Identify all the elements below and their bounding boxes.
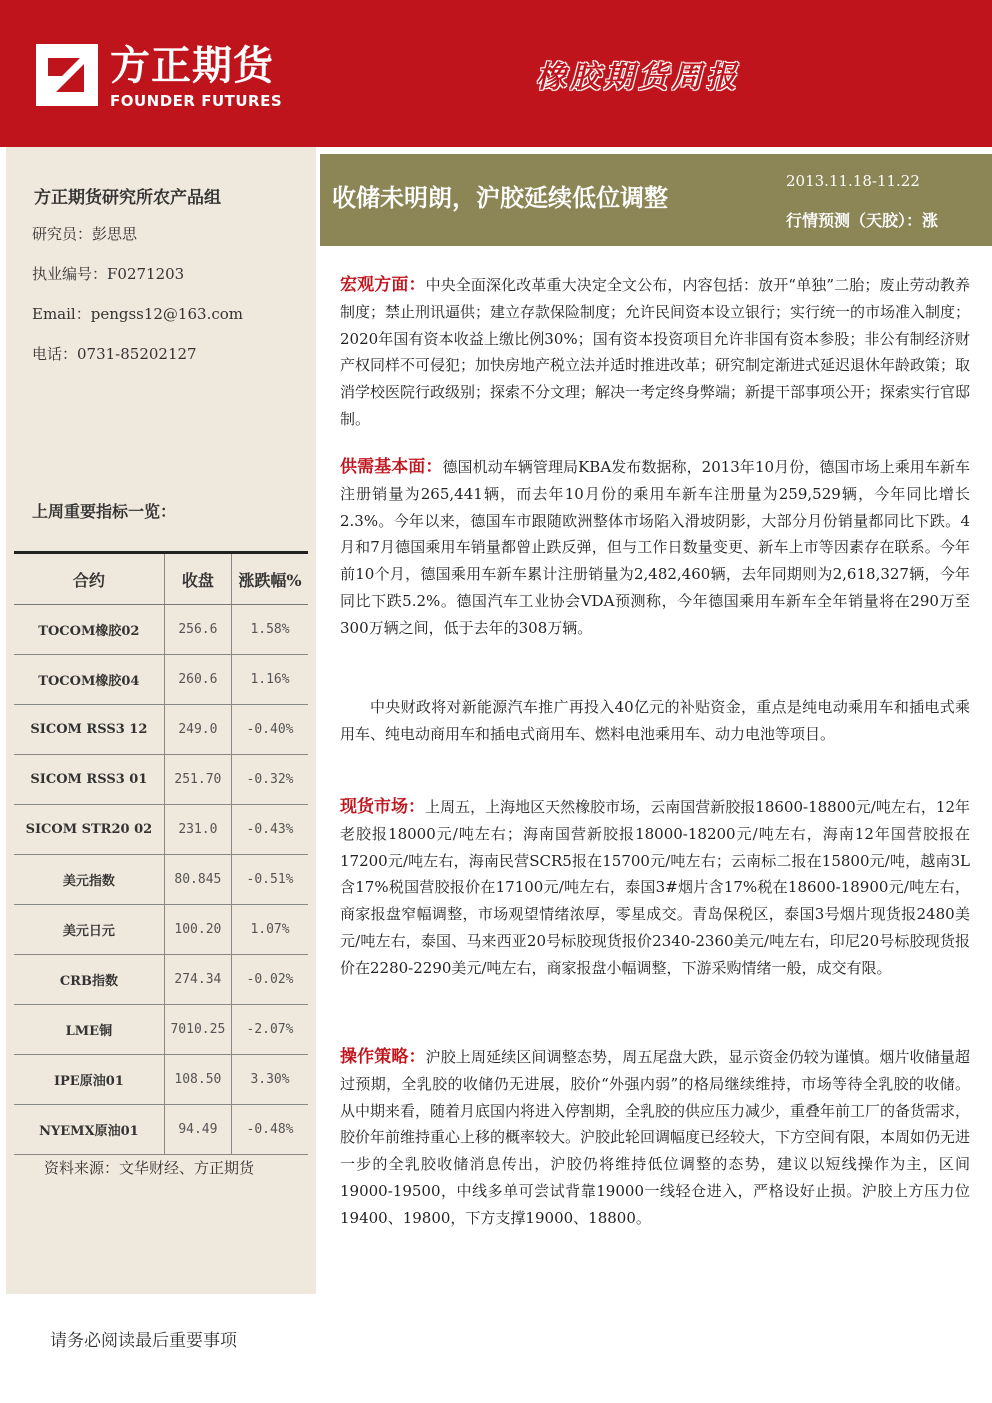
table-row <box>14 755 308 805</box>
change-cell: -0.32% <box>232 755 308 805</box>
email: Email：pengss12@163.com <box>32 305 243 323</box>
spot-text: 上周五，上海地区天然橡胶市场，云南国营新胶报18600-18800元/吨左右，12年老胶报18000元/吨左右；海南国营新胶报18000-18200元/吨左右，海南12年国营胶报在17200元/吨左右，海南民营SCR5报在15700元/吨左右；云南标二报在15800元/吨，越南3L含17%税国营胶报价在17100元/吨左右，泰国3#烟片含17%税在18600-18900元/吨左右，商家报盘窄幅调整，市场观望情绪浓厚，零星成交。青岛保税区，泰国3号烟片现货报2480美元/吨左右，泰国、马来西亚20号标胶现货报价2340-2360美元/吨左右，印尼20号标胶现货报价在2280-2290美元/吨左右，商家报盘小幅调整，下游采购情绪一般，成交有限。 <box>340 798 971 977</box>
change-cell: -0.02% <box>232 955 308 1005</box>
macro-label: 宏观方面： <box>340 275 426 295</box>
spot-section <box>340 794 970 982</box>
indicators-table <box>14 551 308 1155</box>
brand-name-cn: 方正期货 <box>110 43 274 89</box>
research-group: 方正期货研究所农产品组 <box>34 188 221 208</box>
indicators-title: 上周重要指标一览： <box>32 502 177 521</box>
table-row <box>14 1105 308 1155</box>
table-row <box>14 655 308 705</box>
contract-cell: IPE原油01 <box>14 1055 164 1105</box>
change-cell: -0.48% <box>232 1105 308 1155</box>
contract-cell: 美元日元 <box>14 905 164 955</box>
change-cell: 1.07% <box>232 905 308 955</box>
founder-logo-icon <box>36 44 98 106</box>
disclaimer-note: 请务必阅读最后重要事项 <box>50 1331 237 1351</box>
close-cell: 231.0 <box>164 805 231 855</box>
macro-text: 中央全面深化改革重大决定全文公布，内容包括：放开“单独”二胎；废止劳动教养制度；禁止刑讯逼供；建立存款保险制度；允许民间资本设立银行；实行统一的市场准入制度；2020年国有资本收益上缴比例30%；国有资本投资项目允许非国有资本参股；非公有制经济财产权同样不可侵犯；加快房地产税立法并适时推进改革；研究制定渐进式延迟退休年龄政策；取消学校医院行政级别；探索不分文理；解决一考定终身弊端；新提干部事项公开；探索实行官邸制。 <box>340 276 971 428</box>
close-cell: 108.50 <box>164 1055 231 1105</box>
close-cell: 260.6 <box>164 655 231 705</box>
title-bar <box>320 154 992 246</box>
close-cell: 7010.25 <box>164 1005 231 1055</box>
table-row <box>14 705 308 755</box>
table-row <box>14 1055 308 1105</box>
macro-section <box>340 272 970 433</box>
close-cell: 274.34 <box>164 955 231 1005</box>
policy-paragraph <box>340 694 970 748</box>
contract-cell: LME铜 <box>14 1005 164 1055</box>
close-cell: 251.70 <box>164 755 231 805</box>
market-forecast: 行情预测（天胶）：涨 <box>786 211 939 230</box>
contract-cell: TOCOM橡胶04 <box>14 655 164 705</box>
license-number: 执业编号：F0271203 <box>32 265 185 283</box>
supply-text: 德国机动车辆管理局KBA发布数据称，2013年10月份，德国市场上乘用车新车注册销量为265,441辆，而去年10月份的乘用车新车注册量为259,529辆，今年同比增长2.3%。今年以来，德国车市跟随欧洲整体市场陷入滑坡阴影，大部分月份销量都同比下跌。4月和7月德国乘用车销量都曾止跌反弹，但与工作日数量变更、新车上市等因素存在联系。今年前10个月，德国乘用车新车累计注册销量为2,482,460辆，去年同期则为2,618,327辆，今年同比下跌5.2%。德国汽车工业协会VDA预测称，今年德国乘用车新车全年销量将在290万至300万辆之间，低于去年的308万辆。 <box>340 458 971 637</box>
close-cell: 256.6 <box>164 605 231 655</box>
column-header-contract: 合约 <box>14 553 164 605</box>
contract-cell: CRB指数 <box>14 955 164 1005</box>
contract-cell: 美元指数 <box>14 855 164 905</box>
table-row <box>14 855 308 905</box>
close-cell: 249.0 <box>164 705 231 755</box>
contract-cell: TOCOM橡胶02 <box>14 605 164 655</box>
close-cell: 94.49 <box>164 1105 231 1155</box>
column-header-change: 涨跌幅% <box>232 553 308 605</box>
report-name: 橡胶期货周报 <box>536 60 740 95</box>
column-header-close: 收盘 <box>164 553 231 605</box>
contract-cell: SICOM STR20 02 <box>14 805 164 855</box>
report-title: 收储未明朗，沪胶延续低位调整 <box>332 183 668 212</box>
table-header-row <box>14 553 308 605</box>
change-cell: 1.16% <box>232 655 308 705</box>
change-cell: -0.40% <box>232 705 308 755</box>
strategy-label: 操作策略： <box>340 1047 426 1067</box>
strategy-text: 沪胶上周延续区间调整态势，周五尾盘大跌，显示资金仍较为谨慎。烟片收储量超过预期，全乳胶的收储仍无进展，胶价“外强内弱”的格局继续维持，市场等待全乳胶的收储。从中期来看，随着月底国内将进入停割期，全乳胶的供应压力减少，重叠年前工厂的备货需求，胶价年前维持重心上移的概率较大。沪胶此轮回调幅度已经较大，下方空间有限，本周如仍无进一步的全乳胶收储消息传出，沪胶仍将维持低位调整的态势，建议以短线操作为主，区间19000-19500，中线多单可尝试背靠19000一线轻仓进入，严格设好止损。沪胶上方压力位19400、19800，下方支撑19000、18800。 <box>340 1048 971 1227</box>
spot-label: 现货市场： <box>340 797 426 817</box>
phone: 电话：0731-85202127 <box>32 345 197 363</box>
change-cell: -2.07% <box>232 1005 308 1055</box>
supply-section <box>340 454 970 642</box>
close-cell: 80.845 <box>164 855 231 905</box>
change-cell: -0.43% <box>232 805 308 855</box>
policy-text: 中央财政将对新能源汽车推广再投入40亿元的补贴资金，重点是纯电动乘用车和插电式乘用车、纯电动商用车和插电式商用车、燃料电池乘用车、动力电池等项目。 <box>340 698 970 743</box>
date-range: 2013.11.18-11.22 <box>786 172 920 190</box>
change-cell: 3.30% <box>232 1055 308 1105</box>
change-cell: -0.51% <box>232 855 308 905</box>
report-header <box>0 0 992 147</box>
table-row <box>14 1005 308 1055</box>
supply-label: 供需基本面： <box>340 457 443 477</box>
data-source: 资料来源：文华财经、方正期货 <box>44 1159 255 1177</box>
close-cell: 100.20 <box>164 905 231 955</box>
table-row <box>14 905 308 955</box>
contract-cell: SICOM RSS3 01 <box>14 755 164 805</box>
table-row <box>14 955 308 1005</box>
contract-cell: NYEMX原油01 <box>14 1105 164 1155</box>
table-row <box>14 605 308 655</box>
change-cell: 1.58% <box>232 605 308 655</box>
strategy-section <box>340 1044 970 1232</box>
contract-cell: SICOM RSS3 12 <box>14 705 164 755</box>
analyst-name: 研究员：彭思思 <box>32 225 138 243</box>
sidebar <box>6 147 316 1294</box>
table-row <box>14 805 308 855</box>
brand-name-en: FOUNDER FUTURES <box>110 92 283 110</box>
